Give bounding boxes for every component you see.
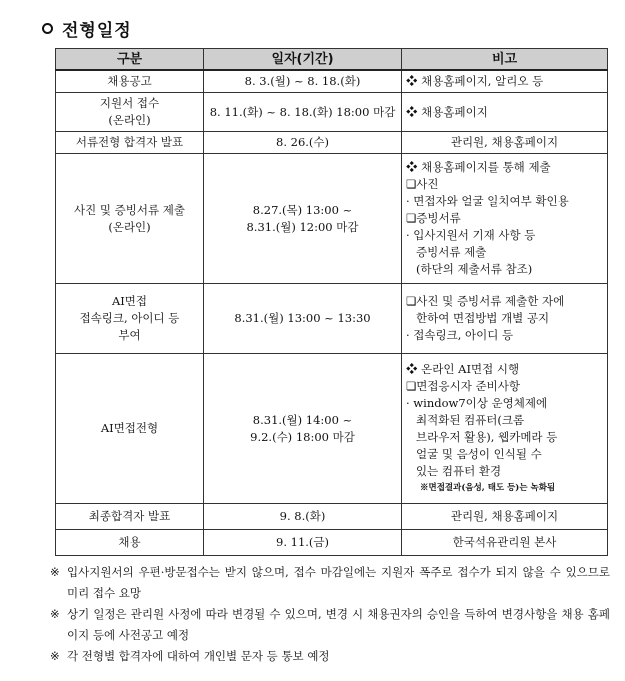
- cell-note-small: ※면접결과(음성, 태도 등)는 녹화됨: [420, 482, 556, 493]
- cell-stage: [56, 284, 204, 354]
- cell-note-line: 증빙서류 제출: [416, 245, 487, 259]
- cell-stage-line: (온라인): [108, 219, 151, 234]
- cell-date-line: 8. 3.(월) ~ 8. 18.(화): [244, 74, 361, 88]
- cell-note-line: 관리원, 채용홈페이지: [450, 135, 559, 149]
- cell-note-line: ❏사진 및 증빙서류 제출한 자에: [406, 294, 565, 308]
- cell-stage: [56, 154, 204, 284]
- cell-stage: [56, 504, 204, 530]
- cell-date: [204, 93, 402, 132]
- cell-note-line: 최적화된 컴퓨터(크롬: [416, 412, 525, 427]
- cell-date: [204, 354, 402, 504]
- cell-date-line: 8.31.(월) 14:00 ~: [252, 412, 353, 427]
- cell-note-line: ❖ 채용홈페이지: [406, 104, 488, 119]
- table-row: [56, 354, 608, 504]
- cell-stage: [56, 132, 204, 154]
- cell-date: [204, 284, 402, 354]
- cell-note: [402, 93, 608, 132]
- footnote: [50, 646, 610, 667]
- cell-date: [204, 132, 402, 154]
- cell-note-line: 관리원, 채용홈페이지: [450, 509, 559, 523]
- footnote-text: 각 전형별 합격자에 대하여 개인별 문자 등 통보 예정: [67, 649, 330, 663]
- table-row: [56, 530, 608, 556]
- section-title-text: 전형일정: [62, 21, 132, 41]
- cell-date-line: 9.2.(수) 18:00 마감: [250, 429, 355, 444]
- cell-note: [402, 530, 608, 556]
- cell-stage-line: 채용공고: [107, 74, 152, 88]
- table-row: [56, 93, 608, 132]
- cell-note-line: ❖ 채용홈페이지, 알리오 등: [406, 74, 544, 88]
- cell-date-line: 9. 8.(화): [279, 509, 326, 523]
- header-date: 일자(기간): [204, 49, 402, 71]
- table-row: [56, 154, 608, 284]
- cell-stage-line: 서류전형 합격자 발표: [75, 135, 184, 149]
- cell-note-line: 얼굴 및 음성이 인식될 수: [416, 446, 542, 461]
- footnote: [50, 604, 610, 646]
- cell-note-line: · window7이상 운영체제에: [406, 395, 548, 410]
- hollow-circle-icon: [42, 23, 53, 34]
- cell-date-line: 8.31.(월) 12:00 마감: [246, 219, 359, 234]
- cell-note-line: · 접속링크, 아이디 등: [406, 328, 514, 342]
- cell-date-line: 8. 11.(화) ~ 8. 18.(화) 18:00 마감: [209, 104, 396, 119]
- cell-note: [402, 70, 608, 93]
- cell-stage-line: 사진 및 증빙서류 제출: [74, 202, 185, 217]
- cell-stage: [56, 70, 204, 93]
- cell-stage-line: 접속링크, 아이디 등: [79, 311, 180, 325]
- cell-note-line: ❖ 채용홈페이지를 통해 제출: [406, 160, 551, 174]
- cell-date-line: 9. 11.(금): [276, 535, 329, 549]
- schedule-table: [55, 48, 608, 556]
- cell-stage-line: 지원서 접수: [99, 96, 160, 110]
- cell-date-line: 8. 26.(수): [276, 135, 329, 149]
- cell-stage-line: 채용: [118, 535, 141, 549]
- cell-note-line: 한국석유관리원 본사: [452, 535, 557, 549]
- cell-note: [402, 154, 608, 284]
- cell-stage-line: AI면접전형: [100, 421, 159, 435]
- cell-date-line: 8.31.(월) 13:00 ~ 13:30: [234, 311, 371, 325]
- section-title: [42, 16, 132, 41]
- cell-stage: [56, 93, 204, 132]
- cell-note-line: ❏증빙서류: [406, 211, 461, 225]
- cell-note-line: 브라우저 활용), 웹카메라 등: [416, 429, 558, 444]
- table-header-row: [56, 49, 608, 71]
- cell-note: [402, 354, 608, 504]
- cell-stage-line: 부여: [118, 328, 141, 342]
- cell-note: [402, 132, 608, 154]
- cell-stage-line: 최종합격자 발표: [88, 509, 171, 523]
- footnote-text: 입사지원서의 우편·방문접수는 받지 않으며, 접수 마감일에는 지원자 폭주로 접수가 되지 않을 수 있으므로 미리 접수 요망: [67, 565, 610, 600]
- footnote-mark: ※: [50, 649, 60, 663]
- footnotes: [50, 562, 610, 667]
- table-row: [56, 284, 608, 354]
- footnote: [50, 562, 610, 604]
- cell-stage-line: AI면접: [111, 294, 148, 308]
- table-row: [56, 504, 608, 530]
- cell-note-line: · 면접자와 얼굴 일치여부 확인용: [406, 194, 569, 208]
- footnote-mark: ※: [50, 607, 60, 621]
- cell-stage: [56, 530, 204, 556]
- cell-stage: [56, 354, 204, 504]
- header-stage: 구분: [56, 49, 204, 71]
- table-row: [56, 70, 608, 93]
- cell-stage-line: (온라인): [108, 113, 151, 127]
- cell-note-line: · 입사지원서 기재 사항 등: [406, 228, 536, 242]
- cell-note: [402, 504, 608, 530]
- cell-note: [402, 284, 608, 354]
- cell-date: [204, 530, 402, 556]
- cell-note-line: ❖ 온라인 AI면접 시행: [406, 361, 520, 376]
- footnote-mark: ※: [50, 565, 60, 579]
- footnote-text: 상기 일정은 관리원 사정에 따라 변경될 수 있으며, 변경 시 채용권자의 승인을 득하여 변경사항을 채용 홈페이지 등에 사전공고 예정: [67, 607, 610, 642]
- header-note: 비고: [402, 49, 608, 71]
- cell-note-line: ❏면접응시자 준비사항: [406, 378, 520, 393]
- cell-date-line: 8.27.(목) 13:00 ~: [252, 202, 353, 217]
- table-row: [56, 132, 608, 154]
- cell-note-line: (하단의 제출서류 참조): [416, 262, 533, 276]
- cell-date: [204, 154, 402, 284]
- cell-note-line: 있는 컴퓨터 환경: [416, 463, 502, 478]
- cell-date: [204, 70, 402, 93]
- cell-note-line: 한하여 면접방법 개별 공지: [416, 311, 550, 325]
- cell-note-line: ❏사진: [406, 177, 439, 191]
- cell-date: [204, 504, 402, 530]
